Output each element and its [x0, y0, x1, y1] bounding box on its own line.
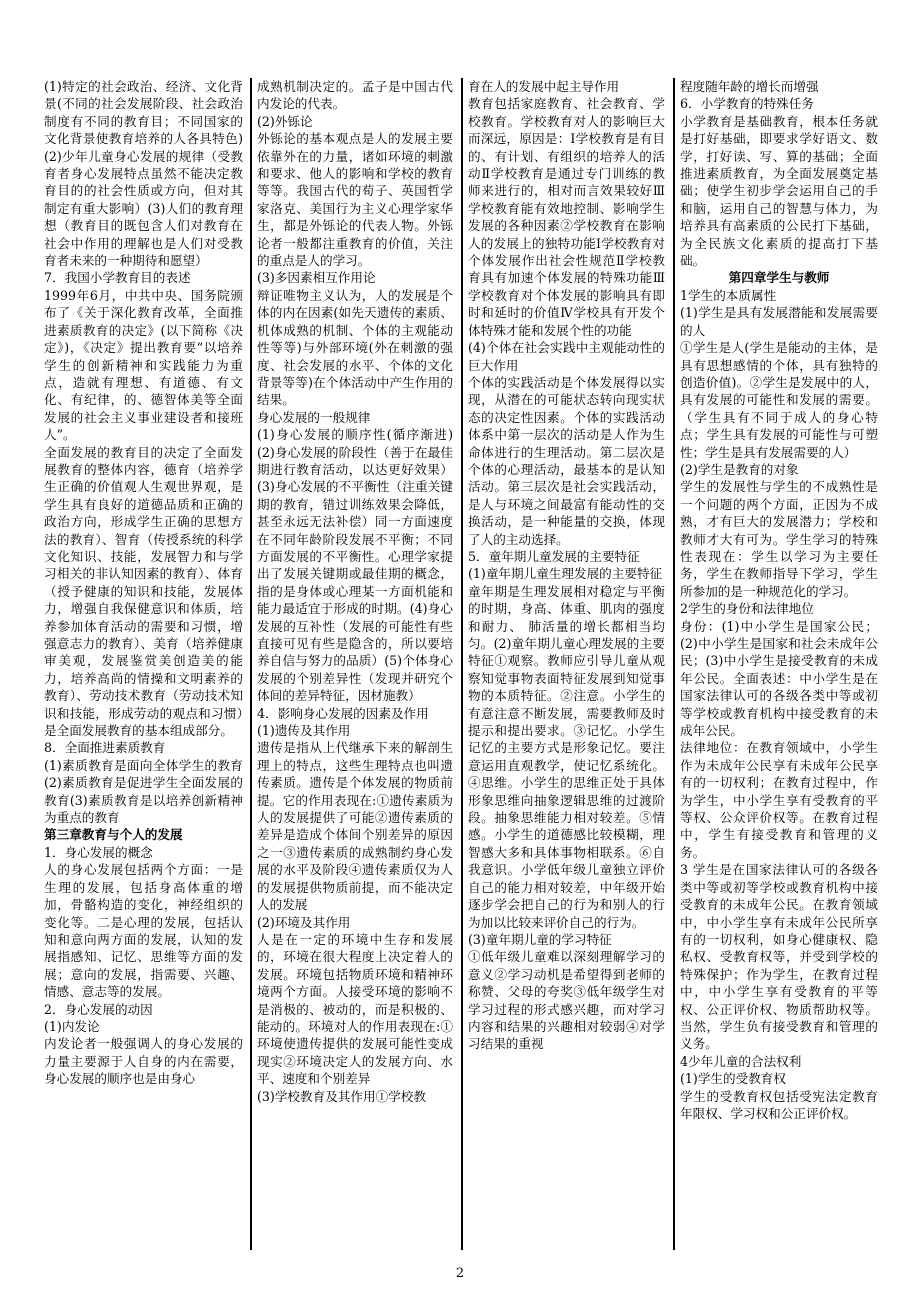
subsection-heading: (2)学生是教育的对象 — [680, 461, 799, 477]
text-column-2 — [257, 78, 453, 1250]
paragraph: ①学生是人(学生是能动的主体，是具有思想感情的个体，具有独特的创造价值)。②学生是发展中的人，具有发展的可能性和发展的需要。（学生具有不同于成人的身心特点；学生具有发展的可能性与可塑性；学生是具有发展需要的人） — [680, 340, 878, 460]
section-heading: 4．影响身心发展的因素及作用 — [257, 705, 429, 721]
paragraph: 1999年6月，中共中央、国务院颁布了《关于深化教育改革，全面推进素质教育的决定》(以下简称《决定》)，《决定》提出教育要“以培养学生的创新精神和实践能力为重点，造就有理想、有道德、有文化、有纪律，的、德智体美等全面发展的社会主义事业建设者和接班人”。 — [44, 287, 243, 443]
paragraph: 遗传是指从上代继承下来的解剖生理上的特点，这些生理特点也叫遗传素质。遗传是个体发展的物质前提。它的作用表现在:①遗传素质为人的发展提供了可能②遗传素质的差异是造成个体间个别差异的原因之一③遗传素质的成熟制约身心发展的水平及阶段④遗传素质仅为人的发展提供物质前提，而不能决定人的发展 — [257, 740, 453, 913]
paragraph: 个体的实践活动是个体发展得以实现，从潜在的可能状态转向现实状态的决定性因素。个体的实践活动体系中第一层次的活动是人作为生命体进行的生理活动。第二层次是个体的心理活动，最基本的是认知活动。第三层次是社会实践活动，是人与环境之间最富有能动性的交换活动，是一种能量的交换，体现了人的主动选择。 — [468, 374, 665, 547]
section-heading: 1．身心发展的概念 — [44, 844, 153, 860]
section-heading: 8．全面推进素质教育 — [44, 740, 166, 756]
paragraph: ①低年级儿童难以深刻理解学习的意义②学习动机是希望得到老师的称赞、父母的夸奖③低年级学生对学习过程的形式感兴趣，而对学习内容和结果的兴趣相对较弱④对学习结果的重视 — [468, 949, 665, 1052]
paragraph: 学生的受教育权包括受宪法定教育年限权、学习权和公正评价权。 — [680, 1088, 878, 1121]
paragraph: 小学教育是基础教育，根本任务就是打好基础，即要求学好语文、数学，打好读、写、算的基础；全面推进素质教育，为全面发展奠定基础；使学生初步学会运用自己的手和脑，运用自己的智慧与体力，为培养具有高素质的公民打下基础，为全民族文化素质的提高打下基础。 — [680, 113, 878, 269]
paragraph: 外铄论的基本观点是人的发展主要依靠外在的力量，诸如环境的刺激和要求、他人的影响和学校的教育等等。我国古代的荀子、英国哲学家洛克、美国行为主义心理学家华生，都是外铄论的代表人物。外铄论者一般都注重教育的价值，关注的重点是人的学习。 — [257, 131, 453, 269]
subsection-heading: (3)多因素相互作用论 — [257, 270, 376, 286]
section-heading: 4少年儿童的合法权利 — [680, 1053, 802, 1069]
paragraph: 育在人的发展中起主导作用 — [468, 79, 620, 94]
paragraph: 人是在一定的环境中生存和发展的，环境在很大程度上决定着人的发展。环境包括物质环境和精神环境两个方面。人接受环境的影响不是消极的、被动的，而是积极的、能动的。环境对人的作用表现在:①环境使遗传提供的发展可能性变成现实②环境决定人的发展方向、水平、速度和个别差异 — [257, 931, 453, 1087]
text-column-1 — [44, 78, 243, 1250]
paragraph: 童年期是生理发展相对稳定与平衡的时期，身高、体重、肌肉的强度和耐力、 肺活量的增长都相当均匀。(2)童年期儿童心理发展的主要特征①观察。教师应引导儿童从观察知觉事物表面特征发展到知觉事物的本质特征。②注意。小学生的有意注意不断发展，需要教师及时提示和提出要求。③记忆。小学生记忆的主要方式是形象记忆。要注意运用直观教学，使记忆系统化。④思维。小学生的思维正处于具体形象思维向抽象逻辑思维的过渡阶段。抽象思维能力相对较差。⑤情感。小学生的道德感比较模糊，理智感大多和具体事物相联系。⑥自我意识。小学低年级儿童独立评价自己的能力相对较差，中年级开始逐步学会把自己的行为和别人的行为加以比较来评价自己的行为。 — [468, 583, 665, 930]
subsection-heading: (3)童年期儿童的学习特征 — [468, 931, 612, 947]
paragraph: (1)身心发展的顺序性(循序渐进)(2)身心发展的阶段性（善于在最佳期进行教育活动，以达更好效果）(3)身心发展的不平衡性（注重关键期的教育，错过训练效果会降低，甚至永远无法补偿）同一方面速度在不同年龄阶段发展不平衡；不同方面发展的不平衡性。心理学家提出了发展关键期或最佳期的概念，指的是身体或心理某一方面机能和能力最适宜于形成的时期。(4)身心发展的互补性（发展的可能性有些直接可见有些是隐含的，所以要培养自信与努力的品质）(5)个体身心发展的个别差异性（发现并研究个体间的差异特征，因材施教） — [257, 427, 453, 704]
paragraph: 人的身心发展包括两个方面：一是生理的发展，包括身高体重的增加，骨骼构造的变化，神经组织的变化等。二是心理的发展，包括认知和意向两方面的发展，认知的发展指感知、记忆、思维等方面的发展；意向的发展，指需要、兴趣、情感、意志等的发展。 — [44, 862, 243, 1000]
paragraph: 身份：(1)中小学生是国家公民；(2)中小学生是国家和社会未成年公民；(3)中小学生是接受教育的未成年公民。全面表述：中小学生是在国家法律认可的各级各类中等或初等学校或教育机构中接受教育的未成年公民。 — [680, 618, 878, 739]
subsection-heading: (1)学生是具有发展潜能和发展需要的人 — [680, 305, 878, 338]
section-heading: 2学生的身份和法律地位 — [680, 601, 814, 617]
paragraph: 教育包括家庭教育、社会教育、学校教育。学校教育对人的影响巨大而深远，原因是：Ⅰ学校教育是有目的、有计划、有组织的培养人的活动Ⅱ学校教育是通过专门训练的教师来进行的，相对而言效果较好Ⅲ学校教育能有效地控制、影响学生发展的各种因素②学校教育在影响人的发展上的独特功能Ⅰ学校教育对个体发展作出社会性规范Ⅱ学校教育具有加速个体发展的特殊功能Ⅲ学校教育对个体发展的影响具有即时和延时的价值Ⅳ学校具有开发个体特殊才能和发展个性的功能 — [468, 96, 665, 338]
section-heading: 1学生的本质属性 — [680, 287, 777, 303]
paragraph: 学生的发展性与学生的不成熟性是一个问题的两个方面，正因为不成熟，才有巨大的发展潜力；学校和教师才大有可为。学生学习的特殊性表现在：学生以学习为主要任务，学生在教师指导下学习，学生所参加的是一种规范化的学习。 — [680, 479, 878, 599]
paragraph: 成熟机制决定的。孟子是中国古代内发论的代表。 — [257, 79, 453, 112]
subsection-heading: (2)环境及其作用 — [257, 914, 351, 930]
paragraph: (3)学校教育及其作用①学校教 — [257, 1088, 426, 1104]
text-column-4 — [680, 78, 878, 1250]
section-heading: 身心发展的一般规律 — [257, 409, 371, 425]
subsection-heading: (2)外铄论 — [257, 113, 313, 129]
subsection-heading: (1)学生的受教育权 — [680, 1071, 786, 1087]
page-number: 2 — [455, 1266, 465, 1281]
subsection-heading: (1)遗传及其作用 — [257, 723, 351, 739]
column-divider — [461, 78, 463, 1250]
paragraph: 辩证唯物主义认为，人的发展是个体的内在因素(如先天遗传的素质、机体成熟的机制、个体的主观能动性等等)与外部环境(外在刺激的强度、社会发展的水平、个体的文化背景等等)在个体活动中产生作用的结果。 — [257, 287, 453, 408]
column-divider — [250, 78, 252, 1250]
paragraph: 程度随年龄的增长而增强 — [680, 79, 819, 94]
paragraph: 3 学生是在国家法律认可的各级各类中等或初等学校或教育机构中接受教育的未成年公民。在教育领域中，中小学生享有未成年公民所享有的一切权利，如身心健康权、隐私权、受教育权等，并受到学校的特殊保护；作为学生，在教育过程中，中小学生享有受教育的平等权、公正评价权、物质帮助权等。当然，学生负有接受教育和管理的义务。 — [680, 862, 878, 1052]
section-heading: 5．童年期儿童发展的主要特征 — [468, 548, 640, 564]
column-divider — [673, 78, 675, 1250]
paragraph: 法律地位：在教育领域中，小学生作为未成年公民享有未成年公民享有的一切权利；在教育过程中，作为学生，中小学生享有受教育的平等权、公众评价权等。在教育过程中，学生有接受教育和管理的义务。 — [680, 740, 878, 860]
section-heading: 6．小学教育的特殊任务 — [680, 96, 814, 112]
text-column-3 — [468, 78, 665, 1250]
section-heading: 7．我国小学教育目的表述 — [44, 270, 191, 286]
subsection-heading: (1)内发论 — [44, 1018, 100, 1034]
paragraph: (1)特定的社会政治、经济、文化背景(不同的社会发展阶段、社会政治制度有不同的教育目；不同国家的文化背景使教育培养的人各具特色)(2)少年儿童身心发展的规律（受教育者身心发展特点虽然不能决定教育目的的社会性质或方向，但对其制定有重大影响）(3)人们的教育理想（教育目的既包含人们对教育在社会中作用的理解也是人们对受教育者未来的一种期待和愿望） — [44, 79, 243, 269]
subsection-heading: (4)个体在社会实践中主观能动性的巨大作用 — [468, 340, 665, 373]
subsection-heading: (1)童年期儿童生理发展的主要特征 — [468, 566, 663, 582]
paragraph: 全面发展的教育目的决定了全面发展教育的整体内容，德育（培养学生正确的价值观人生观世界观，是学生具有良好的道德品质和正确的政治方向，形成学生正确的思想方法的教育）、智育（传授系统的科学文化知识、技能，发展智力和与学习相关的非认知因素的教育）、体育（授予健康的知识和技能，发展体力，增强自我保健意识和体质，培养参加体育活动的需要和习惯，增强意志力的教育）、美育（培养健康审美观，发展鉴赏美创造美的能力，培养高尚的情操和文明素养的教育）、劳动技术教育（劳动技术知识和技能，形成劳动的观点和习惯）是全面发展教育的基本组成部分。 — [44, 444, 243, 739]
paragraph: (1)素质教育是面向全体学生的教育(2)素质教育是促进学生全面发展的教育(3)素质教育是以培养创新精神为重点的教育 — [44, 757, 243, 826]
chapter-heading: 第四章学生与教师 — [728, 270, 830, 286]
section-heading: 2．身心发展的动因 — [44, 1001, 153, 1017]
chapter-heading: 第三章教育与个人的发展 — [44, 827, 183, 843]
paragraph: 内发论者一般强调人的身心发展的力量主要源于人自身的内在需要，身心发展的顺序也是由身心 — [44, 1036, 243, 1087]
